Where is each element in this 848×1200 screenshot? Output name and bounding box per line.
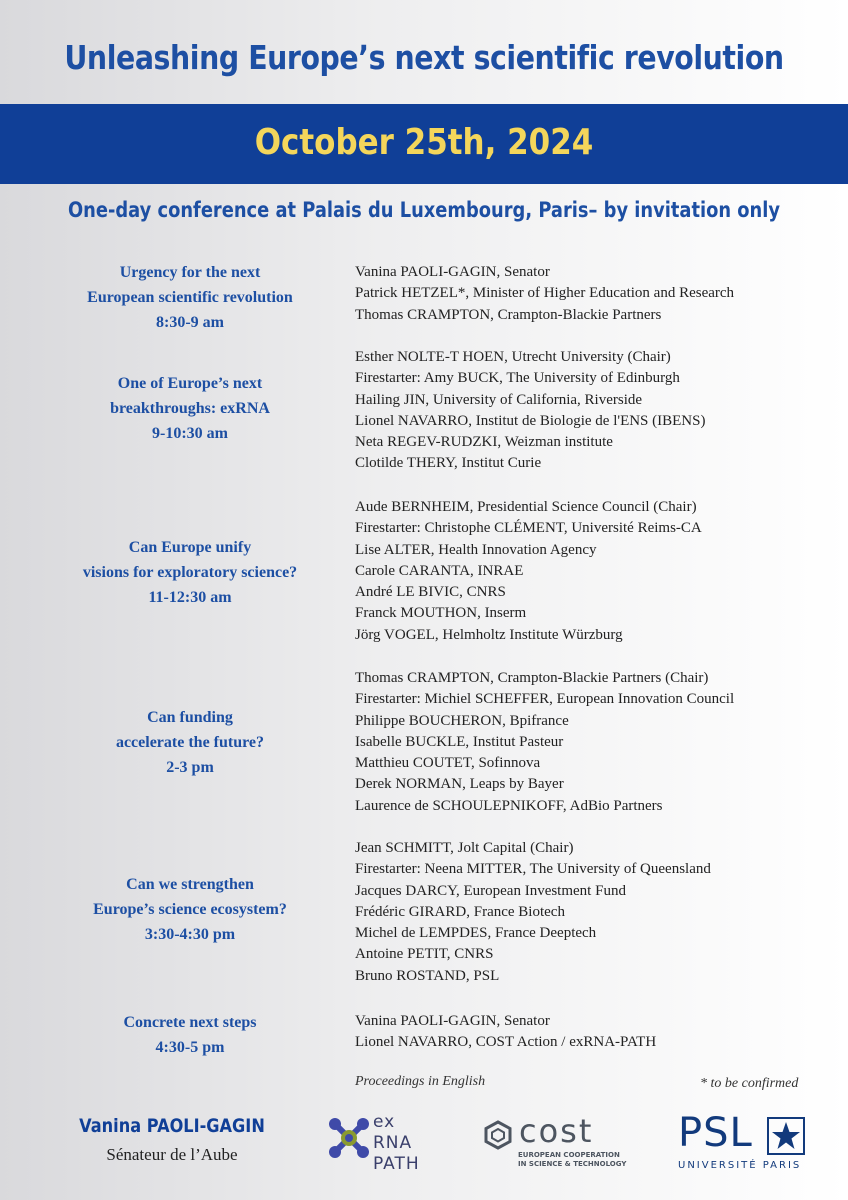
speaker: Franck MOUTHON, Inserm — [355, 605, 527, 622]
proceedings-note: Proceedings in English — [355, 1074, 486, 1089]
topic-line: Can funding — [147, 709, 233, 726]
speaker: Vanina PAOLI-GAGIN, Senator — [355, 264, 550, 280]
session-speakers — [355, 1011, 825, 1054]
speaker: Philippe BOUCHERON, Bpifrance — [355, 712, 569, 729]
topic-line: Can Europe unify — [128, 539, 252, 556]
exrna-logo-line: PATH — [373, 1154, 420, 1174]
speaker: Vanina PAOLI-GAGIN, Senator — [355, 1013, 550, 1029]
topic-line: Urgency for the next — [119, 264, 261, 281]
session-topic — [40, 535, 340, 610]
speaker: Jörg VOGEL, Helmholtz Institute Würzburg — [355, 626, 623, 643]
speaker: Thomas CRAMPTON, Crampton-Blackie Partners (Chair) — [355, 670, 709, 686]
session-topic — [40, 260, 340, 335]
speaker: Jean SCHMITT, Jolt Capital (Chair) — [355, 840, 574, 856]
speaker: Lise ALTER, Health Innovation Agency — [355, 541, 597, 558]
topic-line: accelerate the future? — [115, 734, 265, 751]
signature-name: Vanina PAOLI-GAGIN — [79, 1115, 265, 1137]
session-speakers — [355, 347, 825, 475]
psl-tagline: UNIVERSITÉ PARIS — [678, 1160, 802, 1171]
exrna-molecule-icon — [327, 1116, 371, 1160]
speaker: Patrick HETZEL*, Minister of Higher Education and Research — [355, 285, 735, 302]
speaker: Thomas CRAMPTON, Crampton-Blackie Partners — [355, 306, 662, 323]
speaker: Lionel NAVARRO, Institut de Biologie de l'ENS (IBENS) — [355, 412, 706, 429]
event-subtitle: One-day conference at Palais du Luxembourg, Paris– by invitation only — [67, 198, 781, 222]
speaker: Derek NORMAN, Leaps by Bayer — [355, 776, 564, 793]
speaker: Frédéric GIRARD, France Biotech — [355, 903, 565, 920]
exrna-logo-line: RNA — [373, 1133, 413, 1153]
exrna-path-logo — [325, 1112, 435, 1187]
session-time: 3:30-4:30 pm — [144, 926, 236, 943]
topic-line: Europe’s science ecosystem? — [93, 901, 287, 918]
speaker: Jacques DARCY, European Investment Fund — [355, 882, 626, 899]
speaker: Clotilde THERY, Institut Curie — [355, 455, 542, 472]
session-time: 2-3 pm — [166, 759, 214, 776]
speaker: Aude BERNHEIM, Presidential Science Council (Chair) — [355, 499, 697, 515]
speaker: Firestarter: Christophe CLÉMENT, Université Reims-CA — [355, 520, 702, 537]
cost-logo — [483, 1112, 633, 1178]
speaker: Esther NOLTE-T HOEN, Utrecht University (Chair) — [355, 349, 671, 365]
speaker: Isabelle BUCKLE, Institut Pasteur — [355, 733, 564, 750]
exrna-logo-line: ex — [373, 1112, 396, 1132]
speaker: Bruno ROSTAND, PSL — [355, 967, 500, 984]
speaker: Neta REGEV-RUDZKI, Weizman institute — [355, 434, 613, 451]
session-topic — [40, 371, 340, 446]
session-speakers — [355, 262, 825, 326]
session-topic — [40, 1010, 340, 1060]
speaker: Firestarter: Neena MITTER, The University of Queensland — [355, 861, 711, 878]
session-time: 8:30-9 am — [156, 314, 224, 331]
event-date: October 25th, 2024 — [254, 122, 594, 163]
speaker: Antoine PETIT, CNRS — [355, 946, 494, 963]
session-speakers — [355, 838, 825, 987]
confirmation-note: * to be confirmed — [700, 1076, 799, 1091]
topic-line: Can we strengthen — [126, 876, 254, 893]
topic-line: European scientific revolution — [87, 289, 293, 306]
session-time: 11-12:30 am — [148, 589, 232, 606]
session-time: 4:30-5 pm — [155, 1039, 225, 1056]
psl-star-icon — [766, 1116, 806, 1156]
session-topic — [40, 872, 340, 947]
topic-line: breakthroughs: exRNA — [110, 400, 270, 417]
speaker: André LE BIVIC, CNRS — [355, 584, 506, 601]
topic-line: One of Europe’s next — [117, 375, 263, 392]
session-speakers — [355, 497, 825, 646]
speaker: Hailing JIN, University of California, Riverside — [355, 391, 643, 408]
topic-line: visions for exploratory science? — [82, 564, 298, 581]
speaker: Laurence de SCHOULEPNIKOFF, AdBio Partners — [355, 797, 663, 814]
session-speakers — [355, 668, 825, 817]
topic-line: Concrete next steps — [123, 1014, 257, 1031]
event-title: Unleashing Europe’s next scientific revolution — [64, 38, 784, 77]
speaker: Matthieu COUTET, Sofinnova — [355, 755, 541, 772]
speaker: Carole CARANTA, INRAE — [355, 562, 524, 579]
psl-wordmark: PSL — [678, 1110, 753, 1156]
speaker: Firestarter: Amy BUCK, The University of Edinburgh — [355, 370, 680, 387]
cost-hexagon-icon — [483, 1120, 513, 1150]
session-time: 9-10:30 am — [152, 425, 228, 442]
session-topic — [40, 705, 340, 780]
signature-title: Sénateur de l’Aube — [106, 1145, 238, 1164]
speaker: Michel de LEMPDES, France Deeptech — [355, 925, 597, 942]
psl-logo — [678, 1110, 818, 1183]
speaker: Lionel NAVARRO, COST Action / exRNA-PATH — [355, 1034, 657, 1051]
cost-tagline: EUROPEAN COOPERATION — [518, 1151, 620, 1159]
cost-wordmark: cost — [519, 1112, 594, 1150]
date-banner — [0, 104, 848, 184]
cost-tagline: IN SCIENCE & TECHNOLOGY — [518, 1160, 627, 1168]
speaker: Firestarter: Michiel SCHEFFER, European Innovation Council — [355, 691, 735, 708]
